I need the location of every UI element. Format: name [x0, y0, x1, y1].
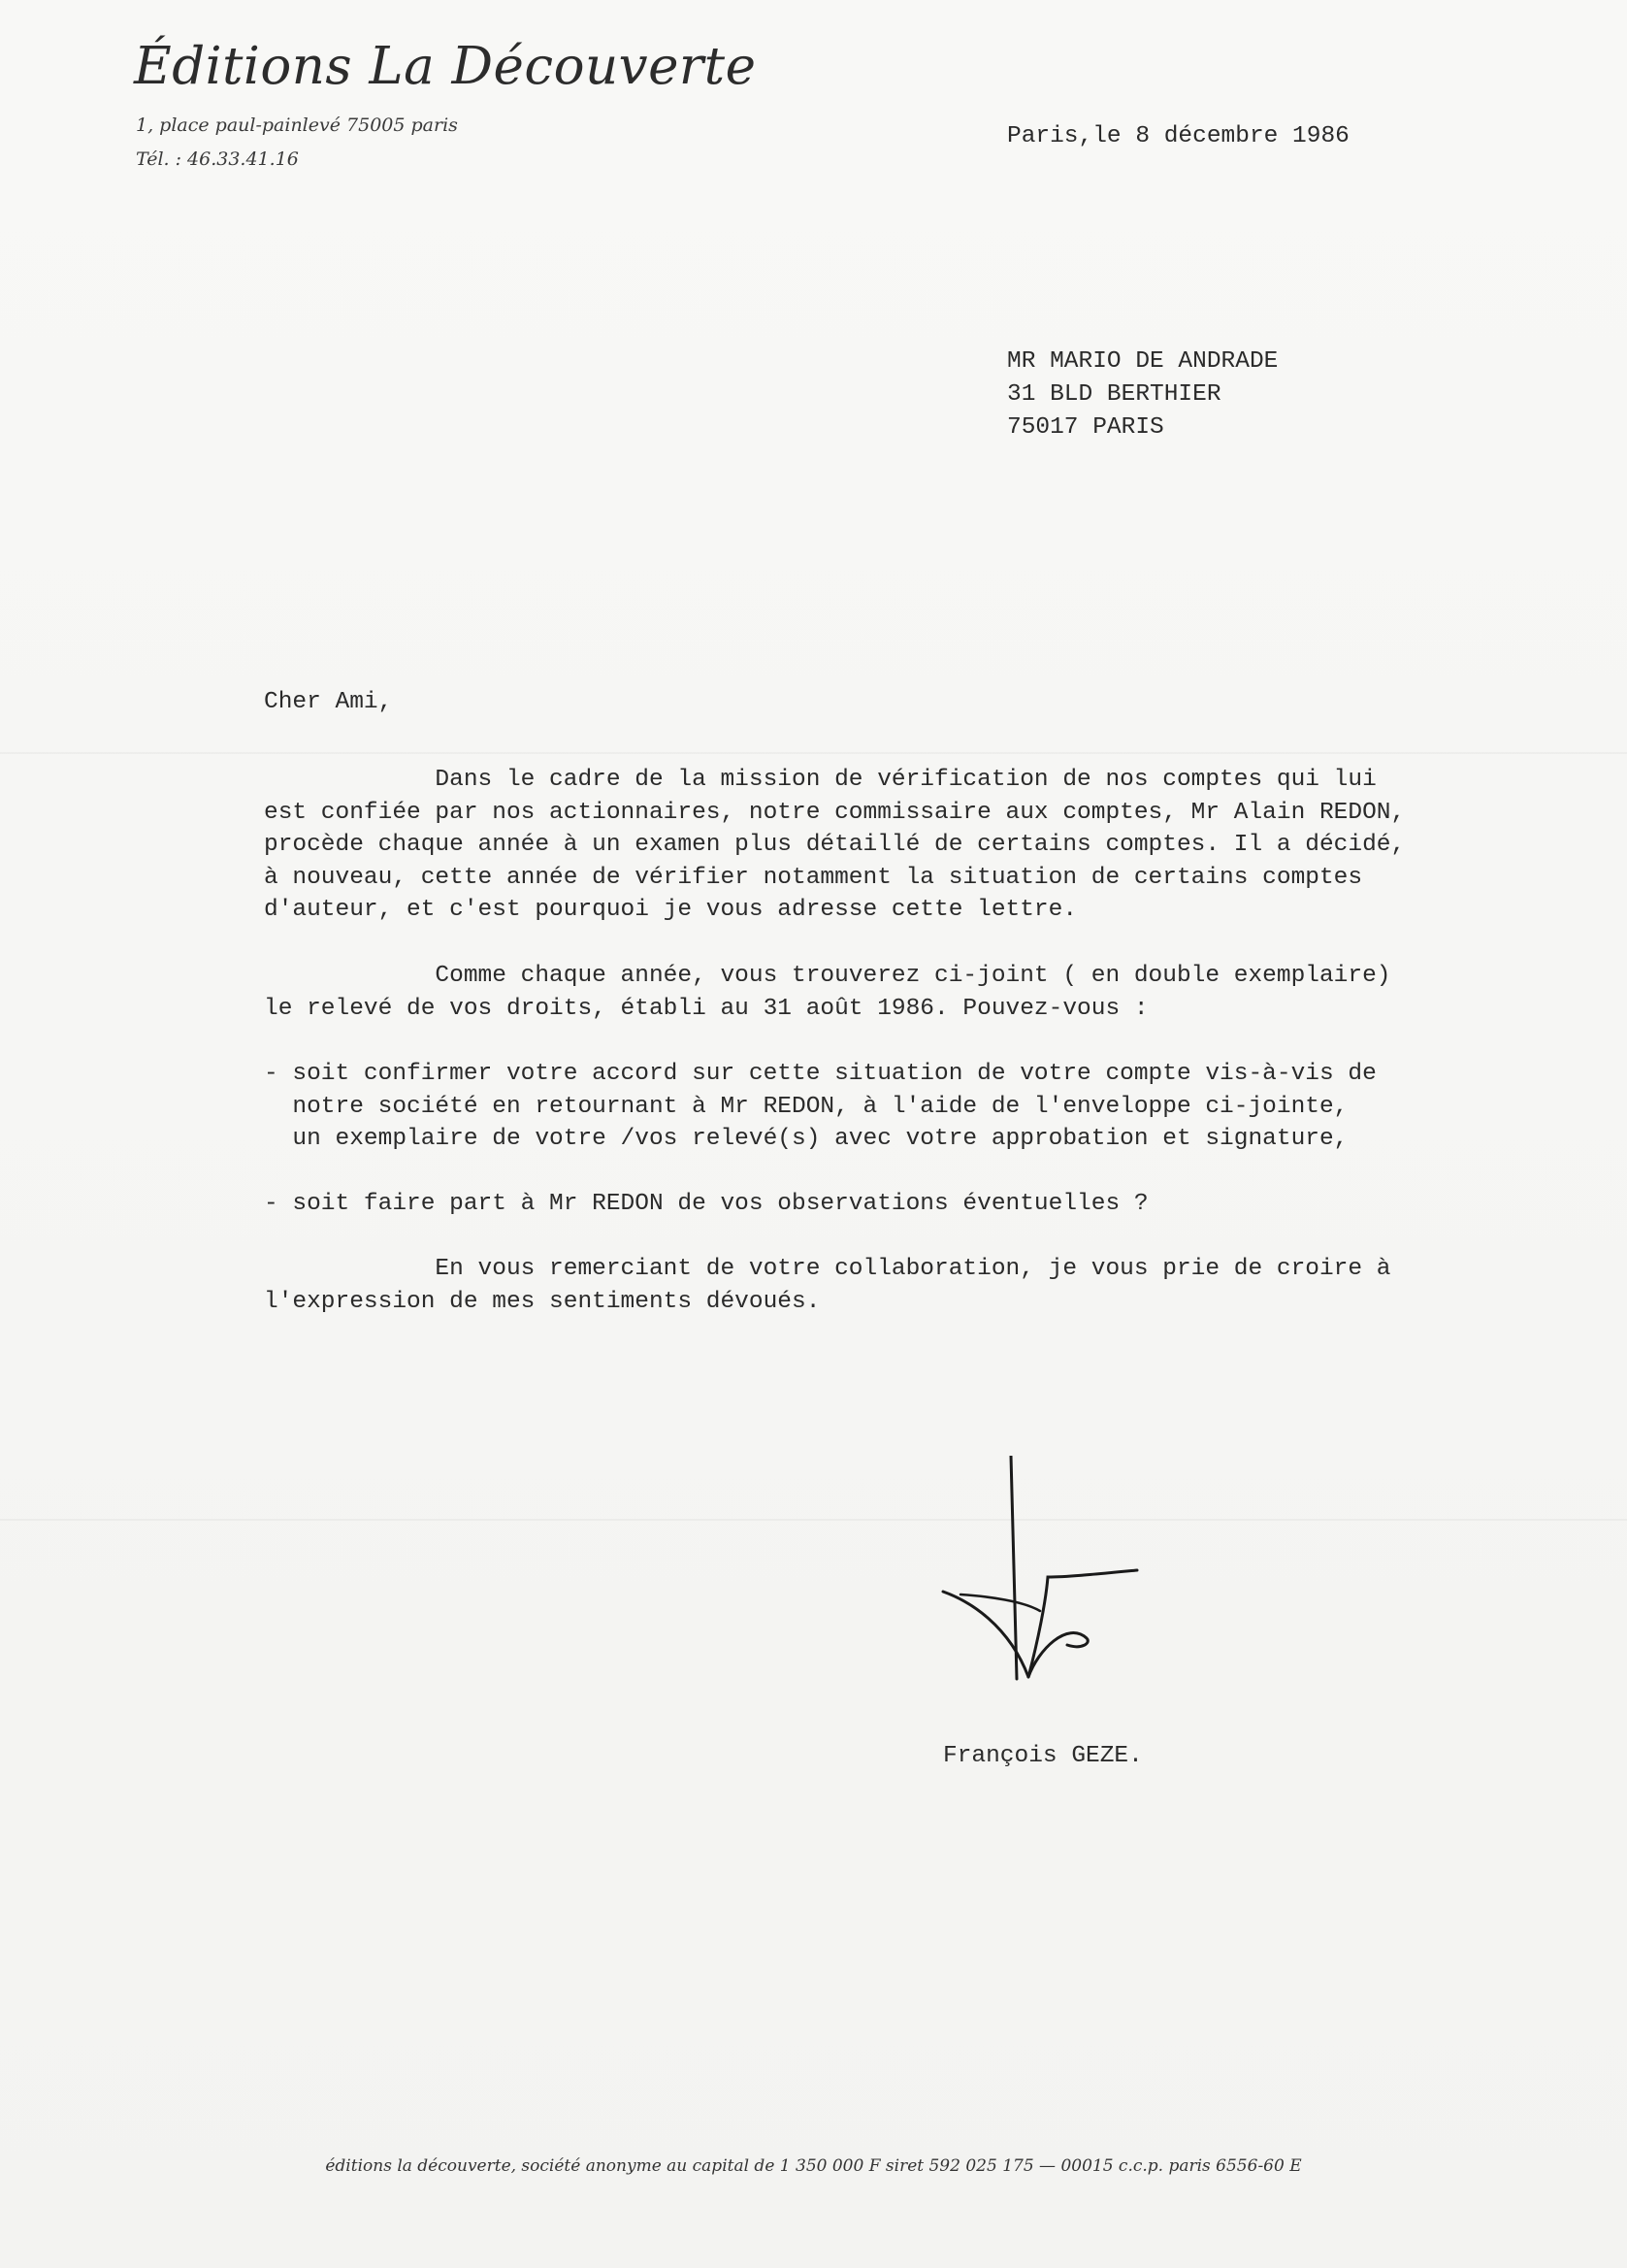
footer-legal: éditions la découverte, société anonyme au capital de 1 350 000 F siret 592 025 175 — 00015 c.c.p. paris 6556-60 E — [325, 2156, 1302, 2176]
recipient-line: 75017 PARIS — [1007, 414, 1164, 441]
signatory-name: François GEZE. — [943, 1743, 1143, 1769]
text-line: - soit faire part à Mr REDON de vos observations éventuelles ? — [264, 1191, 1149, 1217]
handwritten-signature — [931, 1456, 1155, 1698]
text-line: à nouveau, cette année de vérifier notamment la situation de certains comptes — [264, 864, 1363, 891]
letterhead-address: 1, place paul-painlevé 75005 paris — [136, 115, 458, 136]
recipient-line: MR MARIO DE ANDRADE — [1007, 348, 1279, 375]
fold-line — [0, 1519, 1627, 1521]
paragraph-3 — [264, 1253, 1554, 1318]
text-line: le relevé de vos droits, établi au 31 août 1986. Pouvez-vous : — [264, 995, 1149, 1022]
letter-date: Paris,le 8 décembre 1986 — [1007, 123, 1350, 149]
text-line: Comme chaque année, vous trouverez ci-joint ( en double exemplaire) — [264, 963, 1391, 989]
text-line: notre société en retournant à Mr REDON, à l'aide de l'enveloppe ci-jointe, — [264, 1093, 1349, 1120]
fold-line — [0, 752, 1627, 754]
text-line: l'expression de mes sentiments dévoués. — [264, 1288, 821, 1315]
paragraph-2 — [264, 960, 1554, 1025]
text-line: d'auteur, et c'est pourquoi je vous adresse cette lettre. — [264, 897, 1078, 923]
bullet-2 — [264, 1188, 1554, 1221]
text-line: Dans le cadre de la mission de vérification de nos comptes qui lui — [264, 767, 1377, 793]
letterhead-name: Éditions La Découverte — [134, 37, 757, 96]
text-line: En vous remerciant de votre collaboration, je vous prie de croire à — [264, 1256, 1391, 1282]
paragraph-1 — [264, 764, 1554, 927]
recipient-line: 31 BLD BERTHIER — [1007, 381, 1221, 408]
text-line: est confiée par nos actionnaires, notre commissaire aux comptes, Mr Alain REDON, — [264, 799, 1406, 826]
text-line: un exemplaire de votre /vos relevé(s) avec votre approbation et signature, — [264, 1126, 1349, 1152]
text-line: - soit confirmer votre accord sur cette situation de votre compte vis-à-vis de — [264, 1061, 1377, 1087]
text-line: procède chaque année à un examen plus détaillé de certains comptes. Il a décidé, — [264, 832, 1406, 858]
letterhead-phone: Tél. : 46.33.41.16 — [136, 148, 299, 170]
bullet-1 — [264, 1058, 1554, 1156]
salutation: Cher Ami, — [264, 689, 393, 715]
